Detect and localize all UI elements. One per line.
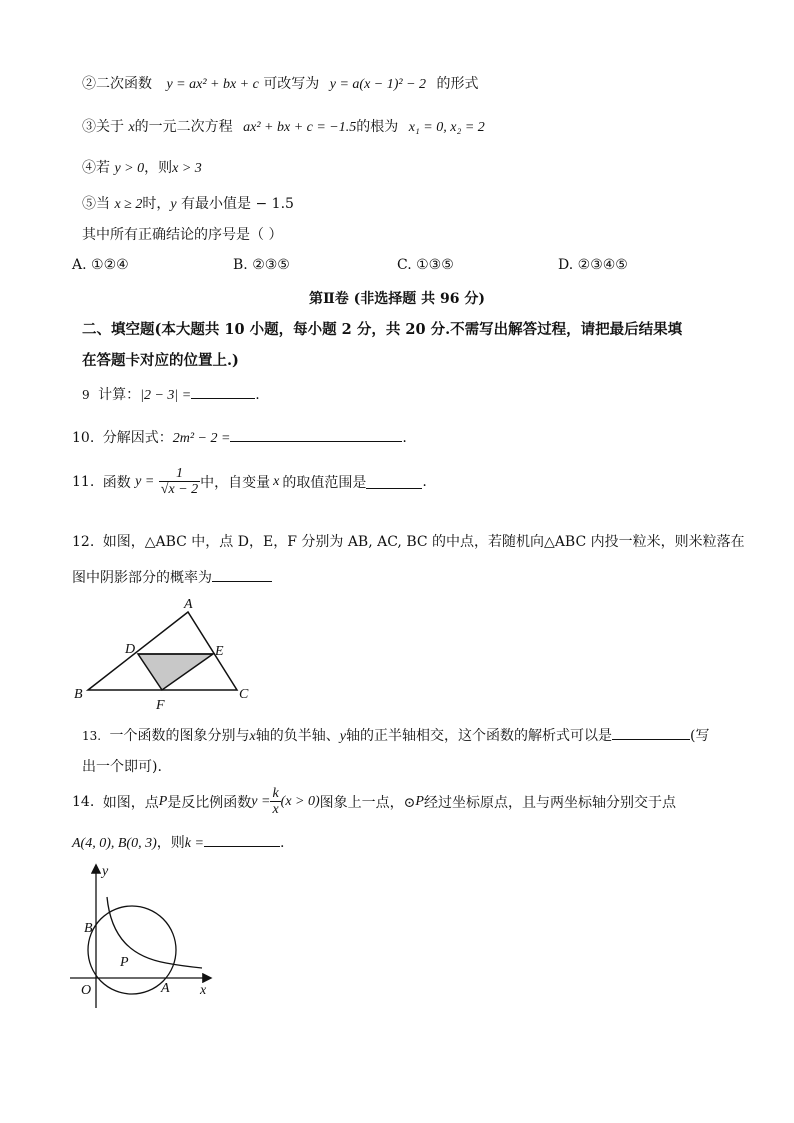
label-b-point: B: [84, 921, 93, 936]
label-p-point: P: [120, 955, 129, 970]
statement-5-marker: ⑤: [82, 196, 96, 212]
question-11: 11. 函数 y = $\frac{1}{√x - 2}$ 中，自变量 x 的取值范围是 .: [72, 466, 427, 498]
answer-blank-10[interactable]: [230, 427, 402, 442]
question-9: 9 计算：|2 − 3| = .: [82, 384, 260, 404]
label-x: x: [200, 983, 207, 998]
label-f: F: [156, 698, 165, 713]
label-a-point: A: [161, 981, 170, 996]
section-instruction-line2: 在答题卡对应的位置上.): [82, 352, 239, 369]
answer-blank-9[interactable]: [191, 384, 255, 399]
answer-blank-11[interactable]: [366, 474, 422, 489]
statement-3-expr1: ax² + bx + c = −1.5: [243, 120, 357, 135]
q11-fraction: $\frac{1}{√x - 2}$: [160, 466, 199, 498]
label-a: A: [184, 597, 193, 612]
triangle-figure: [70, 592, 270, 717]
answer-blank-13[interactable]: [612, 725, 690, 740]
label-b: B: [74, 687, 83, 702]
option-c[interactable]: C. ①③⑤: [397, 257, 454, 273]
statement-3-expr2: x₁ = 0, x₂ = 2: [408, 120, 485, 135]
q14-fraction: $\frac{k}{x}$: [272, 786, 279, 818]
statement-4: ④若 y > 0，则x > 3: [82, 160, 202, 176]
label-d: D: [125, 642, 136, 657]
label-c: C: [239, 687, 249, 702]
statement-2: ②二次函数 y = ax² + bx + c 可改写为 y = a(x − 1)² − 2 的形式: [82, 76, 479, 92]
label-o: O: [81, 983, 92, 998]
question-prompt: 其中所有正确结论的序号是（ ）: [82, 227, 283, 243]
statement-2-marker: ②: [82, 76, 96, 92]
coordinate-figure: [70, 860, 220, 1010]
question-14-line1: 14. 如图，点P是反比例函数y = $\frac{k}{x}$ (x > 0)图象上一点，⊙P经过坐标原点，且与两坐标轴分别交于点: [72, 786, 676, 818]
question-12-line1: 12. 如图，△ABC 中，点 D，E，F 分别为 AB, AC, BC 的中点，若随机向△ABC 内投一粒米，则米粒落在: [72, 534, 745, 550]
label-e: E: [215, 644, 224, 659]
answer-blank-12[interactable]: [212, 567, 272, 582]
statement-2-expr1: y = ax² + bx + c: [166, 77, 259, 92]
statement-3-marker: ③: [82, 119, 96, 135]
option-a[interactable]: A. ①②④: [72, 257, 129, 273]
question-13-line1: 13. 一个函数的图象分别与x轴的负半轴、y轴的正半轴相交，这个函数的解析式可以是 (写: [82, 725, 709, 745]
shaded-triangle-def: [138, 654, 213, 690]
section-title: 第Ⅱ卷 (非选择题 共 96 分): [308, 291, 486, 307]
statement-4-marker: ④: [82, 160, 96, 176]
statement-2-expr2: y = a(x − 1)² − 2: [329, 77, 427, 92]
section-instruction-line1: 二、填空题(本大题共 10 小题，每小题 2 分，共 20 分.不需写出解答过程，请把最后结果填: [82, 321, 683, 338]
statement-5: ⑤当 x ≥ 2时，y 有最小值是 − 1.5: [82, 196, 294, 212]
label-y: y: [102, 864, 109, 879]
option-b[interactable]: B. ②③⑤: [233, 257, 290, 273]
question-10: 10. 分解因式：2m² − 2 = .: [72, 427, 407, 447]
statement-3: ③关于 x的一元二次方程 ax² + bx + c = −1.5的根为 x₁ = 0, x₂ = 2: [82, 119, 485, 135]
question-13-line2: 出一个即可).: [82, 759, 162, 775]
question-12-line2: 图中阴影部分的概率为: [72, 567, 272, 587]
answer-blank-14[interactable]: [204, 832, 280, 847]
question-14-line2: A(4, 0), B(0, 3)，则k = .: [72, 832, 284, 852]
option-d[interactable]: D. ②③④⑤: [558, 257, 628, 273]
